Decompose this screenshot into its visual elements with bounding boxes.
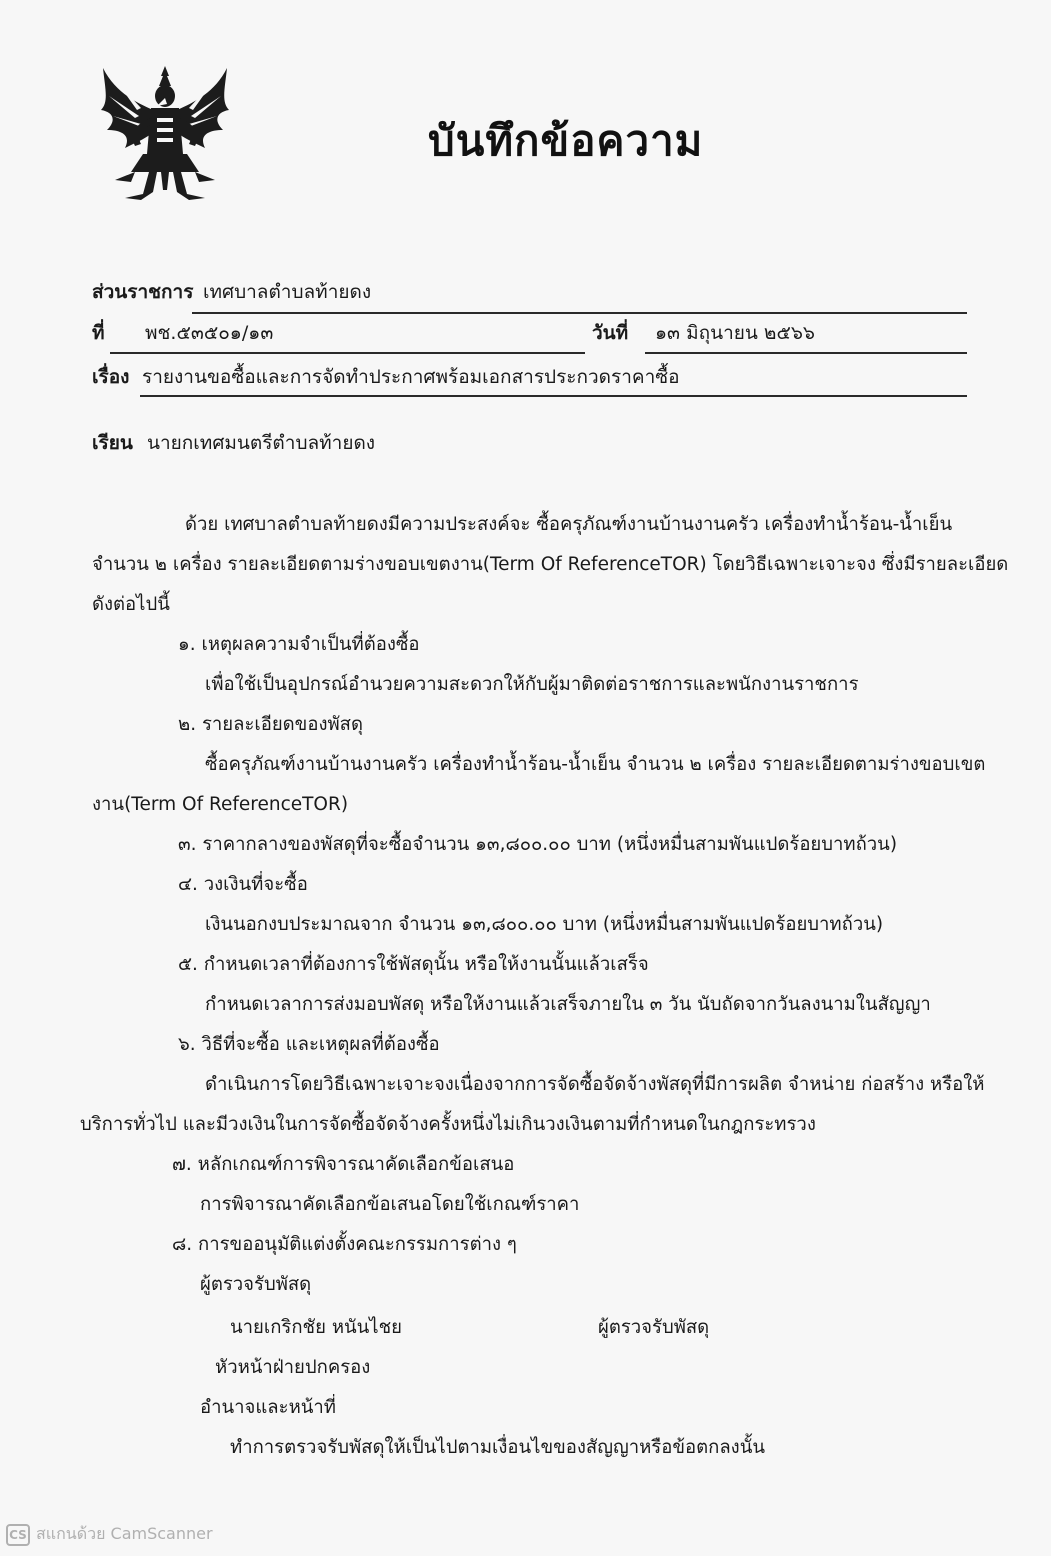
subject-underline [140, 395, 967, 397]
item2-heading: ๒. รายละเอียดของพัสดุ [178, 714, 363, 735]
subject-value: รายงานขอซื้อและการจัดทำประกาศพร้อมเอกสารประกวดราคาซื้อ [142, 366, 680, 388]
item7-text: การพิจารณาคัดเลือกข้อเสนอโดยใช้เกณฑ์ราคา [200, 1194, 580, 1215]
item7-heading: ๗. หลักเกณฑ์การพิจารณาคัดเลือกข้อเสนอ [172, 1154, 515, 1175]
inspector-heading: ผู้ตรวจรับพัสดุ [200, 1274, 312, 1295]
subject-label: เรื่อง [92, 366, 130, 388]
item6-heading: ๖. วิธีที่จะซื้อ และเหตุผลที่ต้องซื้อ [178, 1034, 440, 1055]
item1-text: เพื่อใช้เป็นอุปกรณ์อำนวยความสะดวกให้กับผู้มาติดต่อราชการและพนักงานราชการ [205, 674, 859, 695]
date-value: ๑๓ มิถุนายน ๒๕๖๖ [655, 322, 815, 344]
intro-line-1: ด้วย เทศบาลตำบลท้ายดงมีความประสงค์จะ ซื้อครุภัณฑ์งานบ้านงานครัว เครื่องทำน้ำร้อน-น้ำเย็น [185, 514, 953, 535]
garuda-emblem-icon [95, 62, 235, 202]
item8-heading: ๘. การขออนุมัติแต่งตั้งคณะกรรมการต่าง ๆ [172, 1234, 517, 1255]
item2-text-2: งาน(Term Of ReferenceTOR) [92, 794, 349, 815]
item4-text: เงินนอกงบประมาณจาก จำนวน ๑๓,๘๐๐.๐๐ บาท (หนึ่งหมื่นสามพันแปดร้อยบาทถ้วน) [205, 914, 884, 935]
inspector-role: ผู้ตรวจรับพัสดุ [598, 1317, 710, 1338]
ref-underline [110, 352, 585, 354]
date-label: วันที่ [592, 322, 629, 344]
item4-heading: ๔. วงเงินที่จะซื้อ [178, 874, 308, 895]
to-label: เรียน [92, 432, 133, 454]
item2-text-1: ซื้อครุภัณฑ์งานบ้านงานครัว เครื่องทำน้ำร้อน-น้ำเย็น จำนวน ๒ เครื่อง รายละเอียดตามร่างขอบเขต [205, 754, 986, 775]
inspector-position: หัวหน้าฝ่ายปกครอง [215, 1357, 371, 1378]
scanner-text: สแกนด้วย CamScanner [36, 1524, 213, 1543]
item5-text: กำหนดเวลาการส่งมอบพัสดุ หรือให้งานแล้วเสร็จภายใน ๓ วัน นับถัดจากวันลงนามในสัญญา [205, 994, 931, 1015]
item3-heading: ๓. ราคากลางของพัสดุที่จะซื้อจำนวน ๑๓,๘๐๐.๐๐ บาท (หนึ่งหมื่นสามพันแปดร้อยบาทถ้วน) [178, 834, 898, 855]
duties-text: ทำการตรวจรับพัสดุให้เป็นไปตามเงื่อนไขของสัญญาหรือข้อตกลงนั้น [230, 1437, 765, 1458]
camscanner-logo-icon: CS [6, 1524, 30, 1546]
ref-label: ที่ [92, 322, 105, 344]
item6-text-1: ดำเนินการโดยวิธีเฉพาะเจาะจงเนื่องจากการจัดซื้อจัดจ้างพัสดุที่มีการผลิต จำหน่าย ก่อสร้าง หรือให้ [205, 1074, 985, 1095]
scanner-watermark [6, 1522, 213, 1547]
item5-heading: ๕. กำหนดเวลาที่ต้องการใช้พัสดุนั้น หรือให้งานนั้นแล้วเสร็จ [178, 954, 649, 975]
inspector-name: นายเกริกชัย หนันไชย [230, 1317, 403, 1338]
agency-underline [192, 312, 967, 314]
to-value: นายกเทศมนตรีตำบลท้ายดง [147, 432, 376, 454]
item6-text-2: บริการทั่วไป และมีวงเงินในการจัดซื้อจัดจ้างครั้งหนึ่งไม่เกินวงเงินตามที่กำหนดในกฎกระทรวง [80, 1114, 816, 1135]
agency-value: เทศบาลตำบลท้ายดง [203, 281, 372, 303]
date-underline [645, 352, 967, 354]
intro-line-2: จำนวน ๒ เครื่อง รายละเอียดตามร่างขอบเขตงาน(Term Of ReferenceTOR) โดยวิธีเฉพาะเจาะจง ซึ่งมีรายละเอียด [92, 554, 1009, 575]
ref-value: พช.๕๓๕๐๑/๑๓ [145, 322, 274, 344]
duties-heading: อำนาจและหน้าที่ [200, 1397, 336, 1418]
document-title: บันทึกข้อความ [428, 116, 704, 165]
intro-line-3: ดังต่อไปนี้ [92, 594, 170, 615]
item1-heading: ๑. เหตุผลความจำเป็นที่ต้องซื้อ [178, 634, 420, 655]
agency-label: ส่วนราชการ [92, 281, 194, 303]
